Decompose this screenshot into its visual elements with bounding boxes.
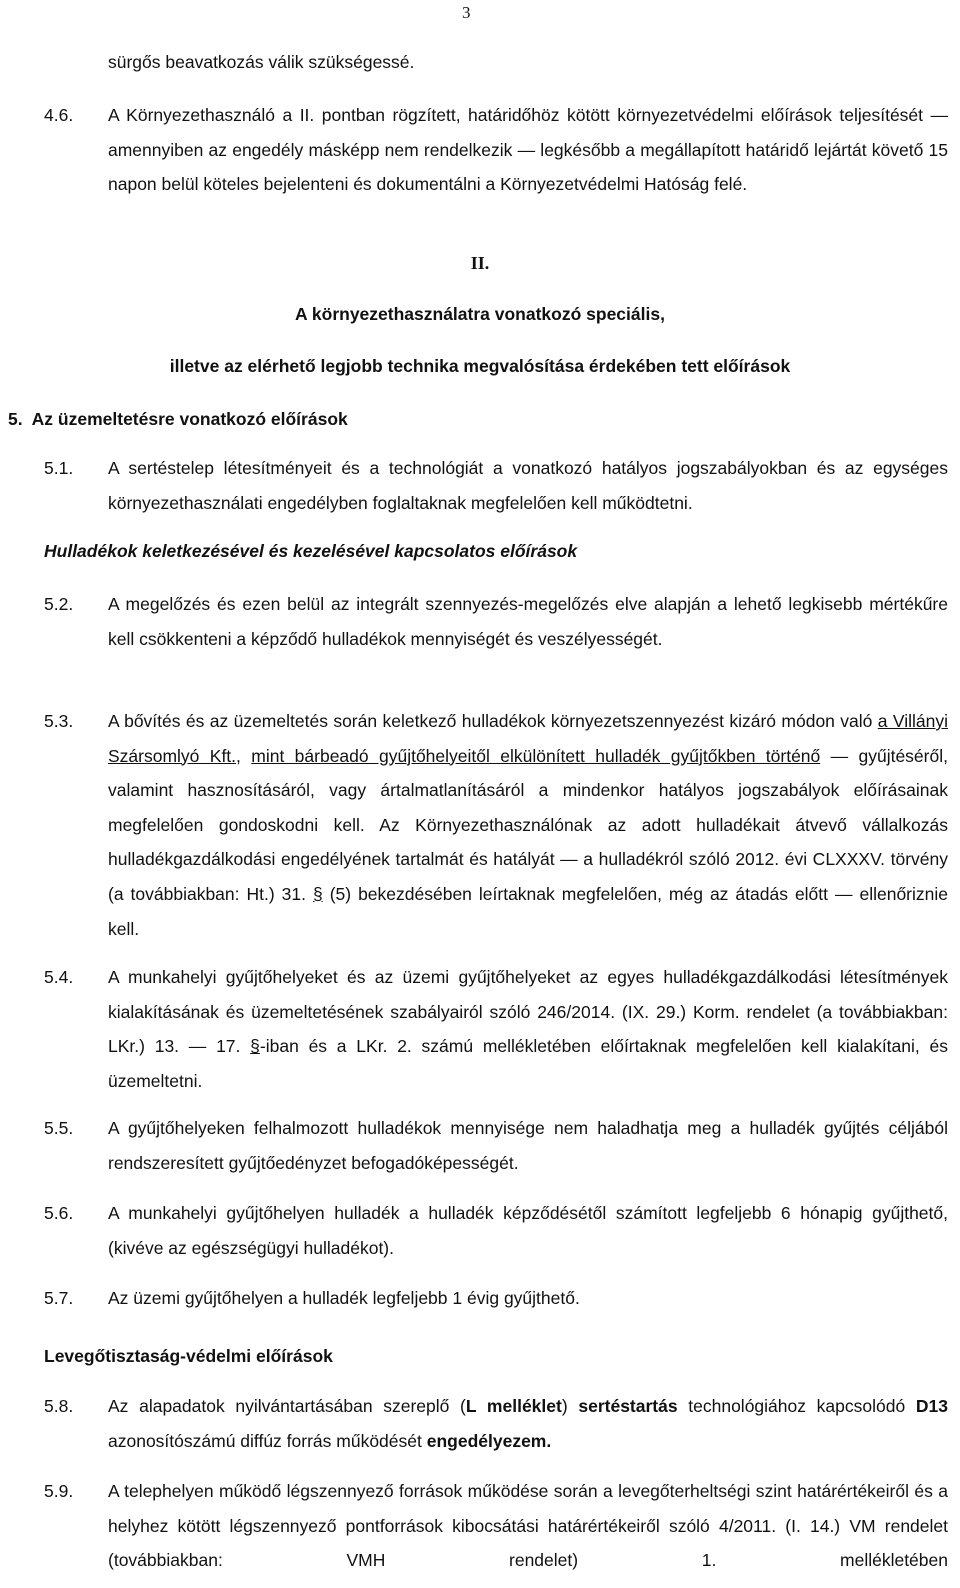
paragraph-5-5: A gyűjtőhelyeken felhalmozott hulladékok mennyisége nem haladhatja meg a hulladék gyűjtés céljából rendszeresített gyűjtőedényzet befogadóképességét. <box>108 1118 948 1173</box>
bold-activity-name: sertéstartás <box>578 1396 678 1416</box>
intro-continuation: sürgős beavatkozás válik szükségessé. <box>108 52 415 72</box>
paragraph-5-9: A telephelyen működő légszennyező források működése során a levegőterheltségi szint határértékeiről és a helyhez kötött légszennyező pontforrások kibocsátási határértékeiről szóló 4/2011. (I. 14.) VM rendelet (továbbiakban: VMH rendelet) 1. mellékletében <box>108 1481 948 1571</box>
paragraph-5-8-part-c: ) <box>561 1396 579 1416</box>
paragraph-5-3 <box>108 704 948 946</box>
underlined-section-sign: § <box>250 1036 260 1057</box>
item-number-5-8: 5.8. <box>44 1396 74 1416</box>
paragraph-5-8-part-d: technológiához kapcsolódó <box>677 1396 916 1416</box>
item-number-5-5: 5.5. <box>44 1118 74 1138</box>
paragraph-5-8-part-e: azonosítószámú diffúz forrás működését <box>108 1430 427 1451</box>
item-number-5-7: 5.7. <box>44 1288 74 1308</box>
bold-authorization: engedélyezem. <box>426 1430 552 1451</box>
paragraph-5-6: A munkahelyi gyűjtőhelyen hulladék a hulladék képződésétől számított legfeljebb 6 hónapig gyűjthető, (kivéve az egészségügyi hulladékot). <box>108 1203 948 1258</box>
paragraph-5-3-part-c: ― gyűjtéséről, valamint hasznosításáról, vagy ártalmatlanításáról a mindenkor hatályos jogszabályok előírásainak megfelelően gondoskodni kell. Az Környezethasználónak az adott hulladékait átvevő vállalkozás hulladékgazdálkodási engedélyének tartalmát és hatályát ― a hulladékról szóló 2012. évi CLXXXV. törvény (a továbbiakban: Ht.) 31. <box>108 745 948 904</box>
paragraph-4-6: A Környezethasználó a II. pontban rögzített, határidőhöz kötött környezetvédelmi előírások teljesítését ― amennyiben az engedély másképp nem rendelkezik ― legkésőbb a megállapított határidő lejártát követő 15 napon belül köteles bejelenteni és dokumentálni a Környezetvédelmi Hatóság felé. <box>108 105 948 195</box>
waste-heading: Hulladékok keletkezésével és kezelésével kapcsolatos előírások <box>44 541 578 561</box>
bold-source-id: D13 <box>915 1396 948 1416</box>
underlined-company-name: a Villányi Szársomlyó Kft. <box>108 711 949 766</box>
subsection-heading-5: 5. Az üzemeltetésre vonatkozó előírások <box>8 409 348 429</box>
bold-annex-reference: L melléklet <box>465 1396 562 1416</box>
paragraph-5-7: Az üzemi gyűjtőhelyen a hulladék legfeljebb 1 évig gyűjthető. <box>108 1288 580 1308</box>
paragraph-5-3-part-d: (5) bekezdésében leírtaknak megfelelően, még az átadás előtt ― ellenőriznie kell. <box>108 883 949 939</box>
air-quality-heading: Levegőtisztaság-védelmi előírások <box>44 1346 333 1366</box>
item-number-5-2: 5.2. <box>44 594 74 614</box>
paragraph-5-2: A megelőzés és ezen belül az integrált szennyezés-megelőzés elve alapján a lehető legkisebb mértékűre kell csökkenteni a képződő hulladékok mennyiségét és veszélyességét. <box>108 594 948 649</box>
underlined-collection-clause: mint bárbeadó gyűjtőhelyeitől elkülönített hulladék gyűjtőkben történő <box>251 745 821 766</box>
paragraph-5-8-part-a: Az alapadatok nyilvántartásában szereplő ( <box>108 1396 466 1416</box>
page-number: 3 <box>462 3 471 22</box>
section-title-line-2: illetve az elérhető legjobb technika megvalósítása érdekében tett előírások <box>169 356 791 376</box>
paragraph-5-4-part-a: A munkahelyi gyűjtőhelyeket és az üzemi gyűjtőhelyeket az egyes hulladékgazdálkodási létesítmények kialakításának és üzemeltetésének szabályairól szóló 246/2014. (IX. 29.) Korm. rendelet (a továbbiakban: LKr.) 13. ― 17. <box>108 967 948 1057</box>
item-number-5-4: 5.4. <box>44 967 74 987</box>
section-roman-numeral: II. <box>470 253 490 273</box>
section-title-line-1: A környezethasználatra vonatkozó speciális, <box>295 304 665 324</box>
paragraph-5-4 <box>108 960 948 1098</box>
paragraph-5-4-part-b: -iban és a LKr. 2. számú mellékletében előírtaknak megfelelően kell kialakítani, és üzemeltetni. <box>108 1036 948 1091</box>
item-number-5-6: 5.6. <box>44 1203 74 1223</box>
paragraph-5-1: A sertéstelep létesítményeit és a technológiát a vonatkozó hatályos jogszabályokban és az egységes környezethasználati engedélyben foglaltaknak megfelelően kell működtetni. <box>108 458 948 513</box>
paragraph-5-3-part-b: , <box>236 745 252 766</box>
item-number-5-9: 5.9. <box>44 1481 74 1501</box>
paragraph-5-3-part-a: A bővítés és az üzemeltetés során keletkező hulladékok környezetszennyezést kizáró módon való <box>108 711 878 731</box>
item-number-5-1: 5.1. <box>44 458 74 478</box>
item-number-4-6: 4.6. <box>44 105 74 125</box>
paragraph-5-8 <box>108 1389 948 1458</box>
item-number-5-3: 5.3. <box>44 711 74 731</box>
underlined-section-sign: § <box>312 883 323 904</box>
